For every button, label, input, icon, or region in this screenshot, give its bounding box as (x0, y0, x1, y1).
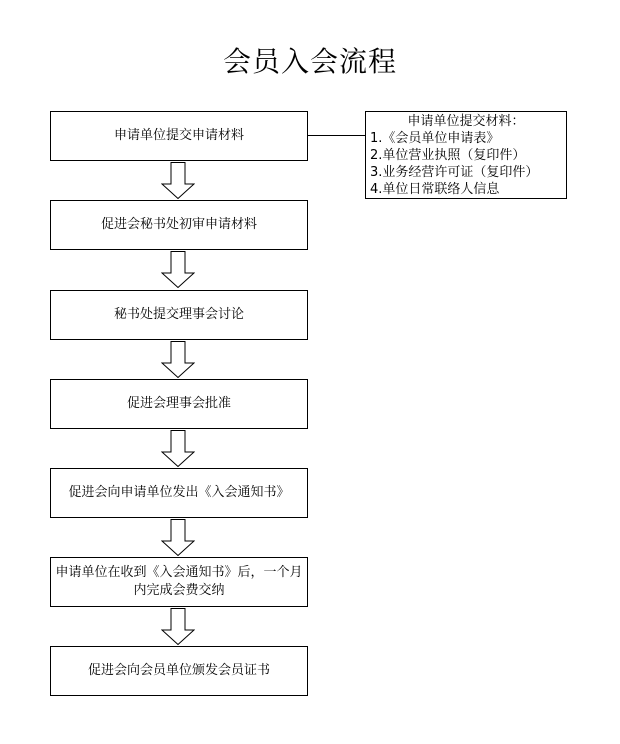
step-6-label: 申请单位在收到《入会通知书》后，一个月内完成会费交纳 (55, 565, 303, 598)
step-1-box (50, 111, 308, 161)
step-7-box (50, 646, 308, 696)
step-2-label: 促进会秘书处初审申请材料 (100, 217, 257, 232)
materials-item-4: 4.单位日常联络人信息 (370, 182, 500, 197)
materials-connector-line (308, 135, 365, 136)
step-6-box (50, 557, 308, 607)
step-5-label: 促进会向申请单位发出《入会通知书》 (68, 485, 290, 500)
step-1-label: 申请单位提交申请材料 (113, 128, 244, 143)
step-5-box (50, 468, 308, 518)
step-2-box (50, 200, 308, 250)
step-4-label: 促进会理事会批准 (126, 396, 231, 411)
down-arrow-icon (161, 430, 195, 467)
down-arrow-icon (161, 162, 195, 199)
page-title: 会员入会流程 (222, 45, 397, 78)
materials-heading: 申请单位提交材料： (407, 114, 525, 129)
step-3-box (50, 290, 308, 340)
step-7-label: 促进会向会员单位颁发会员证书 (87, 663, 270, 678)
down-arrow-icon (161, 519, 195, 556)
step-4-box (50, 379, 308, 429)
down-arrow-icon (161, 341, 195, 378)
materials-item-3: 3.业务经营许可证（复印件） (370, 165, 539, 180)
materials-item-2: 2.单位营业执照（复印件） (370, 148, 526, 163)
down-arrow-icon (161, 608, 195, 645)
down-arrow-icon (161, 251, 195, 288)
step-3-label: 秘书处提交理事会讨论 (113, 307, 244, 322)
materials-note-box (365, 111, 567, 199)
materials-item-1: 1.《会员单位申请表》 (370, 131, 500, 146)
